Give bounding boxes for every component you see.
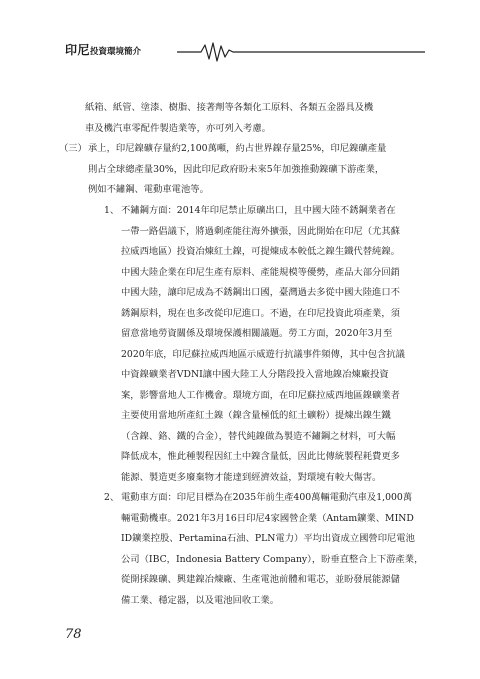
text-line: 拉威西地區）投資冶煉紅土鎳，可提煉成本較低之鎳生鐵代替純鎳。: [121, 246, 400, 257]
text-line: 中國大陸企業在印尼生產有原料、產能規模等優勢，產品大部分回銷: [121, 266, 400, 278]
text-line: 銹鋼原料，現在也多改從印尼進口。不過，在印尼投資此項產業，須: [121, 307, 400, 319]
header-title-main: 印尼: [65, 43, 91, 57]
text-line: 降低成本，惟此種製程因紅土中鎳含量低，因此比傳統製程耗費更多: [121, 451, 400, 462]
continuation-paragraph: [85, 98, 373, 139]
text-line: 從開採鎳礦、興建鎳冶煉廠、生產電池前體和電芯，並盼發展能源儲: [121, 574, 400, 585]
item-1-marker: 1、: [104, 205, 120, 216]
text-line: ID鑛業控股、Pertamina石油、PLN電力）平均出資成立國營印尼電池: [121, 533, 415, 544]
text-line: 輛電動機車。2021年3月16日印尼4家國營企業（Antam鑛業、MIND: [121, 512, 414, 524]
section-3-paragraph: [88, 139, 386, 201]
text-line: 備工業、穩定器，以及電池回收工業。: [121, 594, 280, 606]
text-line: 主要使用當地所產紅土鎳（鎳含量極低的紅土礦粉）提煉出鎳生鐵: [121, 410, 391, 421]
text-line: 紙箱、紙管、塗漆、樹脂、接著劑等各類化工原料、各類五金器具及機: [85, 102, 374, 113]
text-line: 中資鎳礦業者VDNI讓中國大陸工人分階段投入當地鎳冶煉廠投資: [121, 369, 389, 380]
page-number: 78: [65, 627, 82, 642]
text-line: 中國大陸，讓印尼成為不銹鋼出口國，臺灣過去多從中國大陸進口不: [121, 287, 400, 298]
running-header: [65, 40, 425, 64]
text-line: 公司（IBC，Indonesia Battery Company），盼垂直整合上下游產業，: [121, 553, 424, 565]
text-line: 例如不鏽鋼、電動車電池等。: [88, 184, 209, 195]
item-2-marker: 2、: [104, 492, 120, 503]
text-line: 車及機汽車零配件製造業等，亦可列入考慮。: [85, 122, 271, 134]
header-title-sub: 投資環境簡介: [90, 47, 142, 57]
item-2-paragraph: [121, 488, 423, 611]
text-line: 留意當地勞資關係及環境保護相關議題。勞工方面，2020年3月至: [121, 328, 393, 339]
text-line: 則占全球總產量30%，因此印尼政府盼未來5年加強推動鎳礦下游產業，: [88, 163, 385, 175]
header-title: [65, 41, 141, 58]
text-line: （含鎳、鉻、鐵的合金），替代純鎳做為製造不鏽鋼之材料，可大幅: [121, 430, 396, 442]
text-line: 承上，印尼鎳礦存量約2,100萬噸，約占世界鎳存量25%，印尼鎳礦產量: [88, 143, 387, 154]
text-line: 2020年底，印尼蘇拉威西地區示威遊行抗議事件頻傳，其中包含抗議: [121, 348, 405, 360]
text-line: 電動車方面：印尼目標為在2035年前生產400萬輛電動汽車及1,000萬: [121, 492, 413, 503]
text-line: 不鏽鋼方面：2014年印尼禁止原礦出口，且中國大陸不銹鋼業者在: [121, 205, 396, 216]
text-line: 能源、製造更多廢棄物才能達到經濟效益，對環境有較大傷害。: [121, 471, 382, 483]
item-1-paragraph: [121, 201, 405, 488]
section-3-marker: （三）: [59, 143, 87, 154]
text-line: 一帶一路倡議下，將過剩產能往海外擴張，因此開始在印尼（尤其蘇: [121, 225, 400, 237]
text-line: 案，影響當地人工作機會。環境方面，在印尼蘇拉威西地區鎳礦業者: [121, 389, 400, 401]
